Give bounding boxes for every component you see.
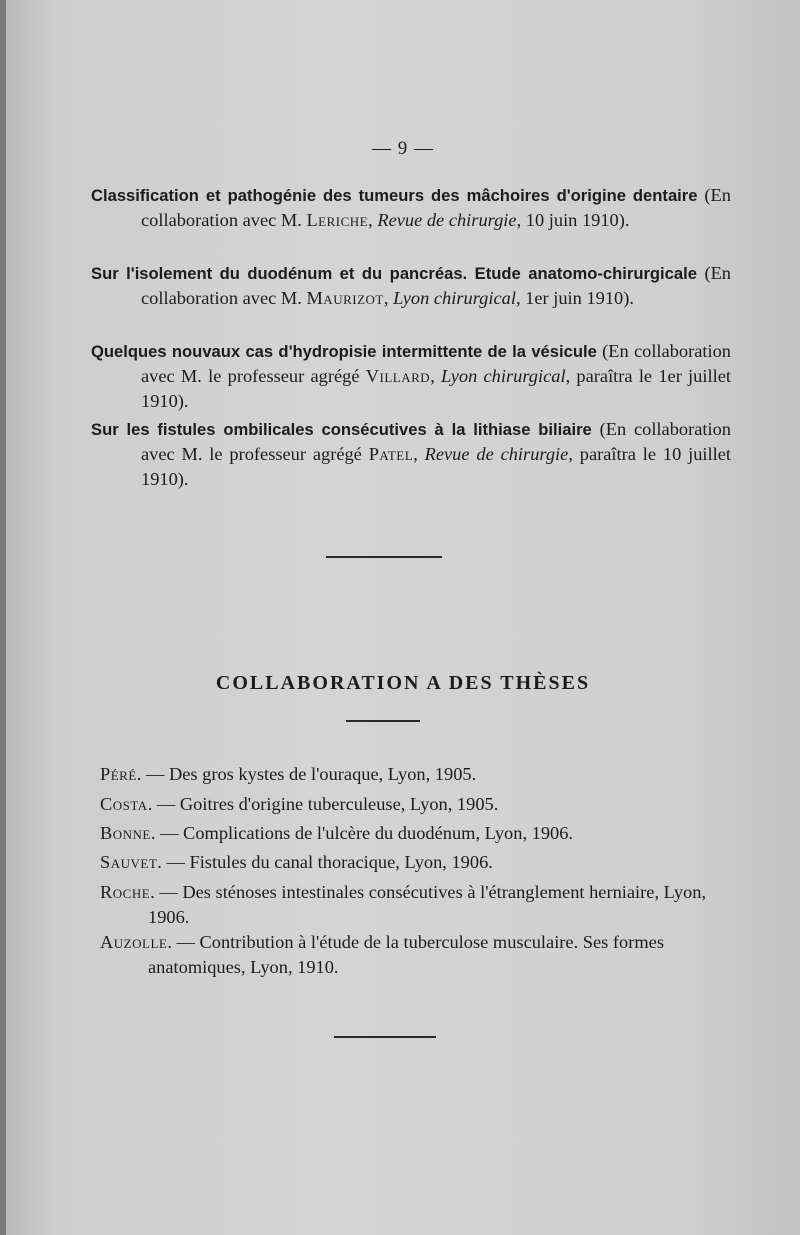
publication-date: , paraîtra le 10 juillet 1910). bbox=[141, 444, 731, 489]
coauthor-name: Patel bbox=[368, 444, 414, 464]
journal-name: Lyon chirurgical bbox=[441, 366, 566, 386]
journal-name: Lyon chirurgical bbox=[393, 288, 516, 308]
thesis-text: . — Des gros kystes de l'ouraque, Lyon, 1905. bbox=[136, 764, 477, 784]
separator: , bbox=[383, 288, 394, 308]
thesis-author: Péré bbox=[100, 764, 137, 784]
thesis-entry bbox=[100, 930, 738, 980]
divider-rule bbox=[326, 556, 442, 558]
publication-title: Quelques nouvaux cas d'hydropisie intermittente de la vésicule bbox=[91, 342, 597, 361]
publication-note: (En collaboration avec M. bbox=[141, 263, 731, 308]
scanned-page bbox=[6, 0, 800, 1235]
thesis-author: Costa bbox=[100, 794, 148, 814]
publication-date: , 10 juin 1910). bbox=[516, 210, 630, 230]
publication-title: Sur l'isolement du duodénum et du pancréas. Etude anatomo-chirurgicale bbox=[91, 264, 697, 283]
publication-note: (En collaboration avec M. le professeur agrégé bbox=[141, 419, 731, 464]
divider-rule bbox=[346, 720, 420, 722]
separator: , bbox=[413, 444, 425, 464]
publication-date: , paraîtra le 1er juillet 1910). bbox=[141, 366, 731, 411]
thesis-author: Auzolle bbox=[100, 932, 168, 952]
publication-entry bbox=[91, 261, 731, 311]
publication-note: (En collaboration avec M. le professeur agrégé bbox=[141, 341, 731, 386]
publication-title: Classification et pathogénie des tumeurs des mâchoires d'origine dentaire bbox=[91, 186, 698, 205]
thesis-text: . — Contribution à l'étude de la tuberculose musculaire. Ses formes anatomiques, Lyon, 1910. bbox=[148, 932, 665, 977]
thesis-entry bbox=[100, 821, 738, 846]
publication-title: Sur les fistules ombilicales consécutives à la lithiase biliaire bbox=[91, 420, 592, 439]
thesis-author: Roche bbox=[100, 882, 151, 902]
thesis-text: . — Goitres d'origine tuberculeuse, Lyon, 1905. bbox=[147, 794, 499, 814]
coauthor-name: Leriche bbox=[306, 210, 369, 230]
divider-rule bbox=[334, 1036, 436, 1038]
thesis-entry bbox=[100, 850, 738, 875]
thesis-author: Sauvet bbox=[100, 852, 158, 872]
publication-entry bbox=[91, 417, 731, 492]
journal-name: Revue de chirurgie bbox=[377, 210, 517, 230]
page-number: — 9 — bbox=[372, 138, 434, 159]
thesis-text: . — Des sténoses intestinales consécutives à l'étranglement herniaire, Lyon, 1906. bbox=[148, 882, 707, 927]
publication-entry bbox=[91, 183, 731, 233]
thesis-author: Bonne bbox=[100, 823, 151, 843]
publication-note: (En collaboration avec M. bbox=[141, 185, 731, 230]
coauthor-name: Maurizot bbox=[306, 288, 384, 308]
thesis-entry bbox=[100, 792, 738, 817]
publication-entry bbox=[91, 339, 731, 414]
coauthor-name: Villard bbox=[365, 366, 431, 386]
thesis-text: . — Fistules du canal thoracique, Lyon, 1906. bbox=[157, 852, 493, 872]
thesis-entry bbox=[100, 880, 738, 930]
journal-name: Revue de chirurgie bbox=[424, 444, 569, 464]
thesis-text: . — Complications de l'ulcère du duodénum, Lyon, 1906. bbox=[150, 823, 574, 843]
section-heading: COLLABORATION A DES THÈSES bbox=[215, 672, 591, 694]
separator: , bbox=[368, 210, 378, 230]
separator: , bbox=[430, 366, 442, 386]
publication-date: , 1er juin 1910). bbox=[515, 288, 634, 308]
thesis-entry bbox=[100, 762, 738, 787]
